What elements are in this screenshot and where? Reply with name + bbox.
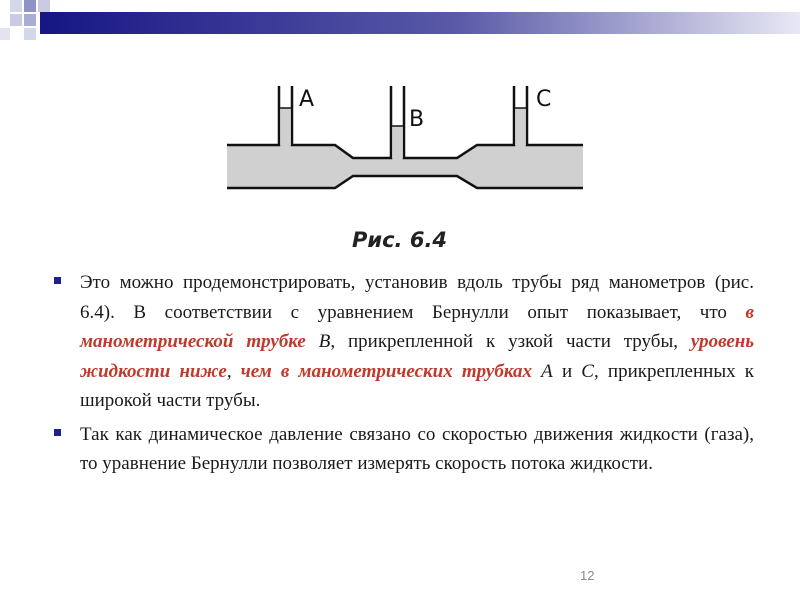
label-a: A — [299, 87, 315, 112]
text-run: , прикрепленной к узкой части трубы, — [330, 331, 691, 352]
text-run: , — [226, 360, 241, 382]
highlighted-text: в манометрической трубке — [80, 301, 754, 352]
tube-c-fluid — [516, 108, 525, 146]
bullet-item — [52, 420, 754, 479]
bullet-square-icon — [54, 429, 61, 436]
text-run: В — [318, 331, 331, 352]
page-number: 12 — [580, 568, 595, 583]
text-run — [532, 361, 541, 382]
text-run: , прикрепленных к широкой части трубы. — [80, 360, 754, 411]
text-run — [306, 331, 319, 352]
highlighted-text: чем в манометрических трубках — [240, 360, 532, 382]
text-run: А — [541, 360, 553, 382]
bullet-text — [80, 268, 754, 416]
text-run: Это можно продемонстрировать, установив вдоль трубы ряд манометров (рис. 6.4). В соответствии с уравнением Бернулли опыт показывает, что — [80, 272, 754, 323]
slide-content — [52, 268, 754, 483]
bullet-square-icon — [54, 277, 61, 284]
pipe-manometer-diagram — [215, 78, 595, 208]
bullet-item — [52, 268, 754, 416]
label-c: C — [536, 87, 552, 112]
label-b: B — [409, 107, 425, 132]
text-run: Так как динамическое давление связано со скоростью движения жидкости (газа), то уравнение Бернулли позволяет измерять скорость потока жидкости. — [80, 423, 754, 474]
text-run: С — [581, 360, 594, 382]
tube-b-fluid — [393, 126, 402, 159]
figure-caption: Рис. 6.4 — [352, 228, 448, 252]
bullet-text — [80, 420, 754, 479]
header-decoration — [0, 0, 800, 45]
highlighted-text: уровень жидкости ниже — [80, 331, 755, 382]
tube-a-fluid — [281, 108, 290, 146]
text-run: и — [552, 360, 582, 382]
